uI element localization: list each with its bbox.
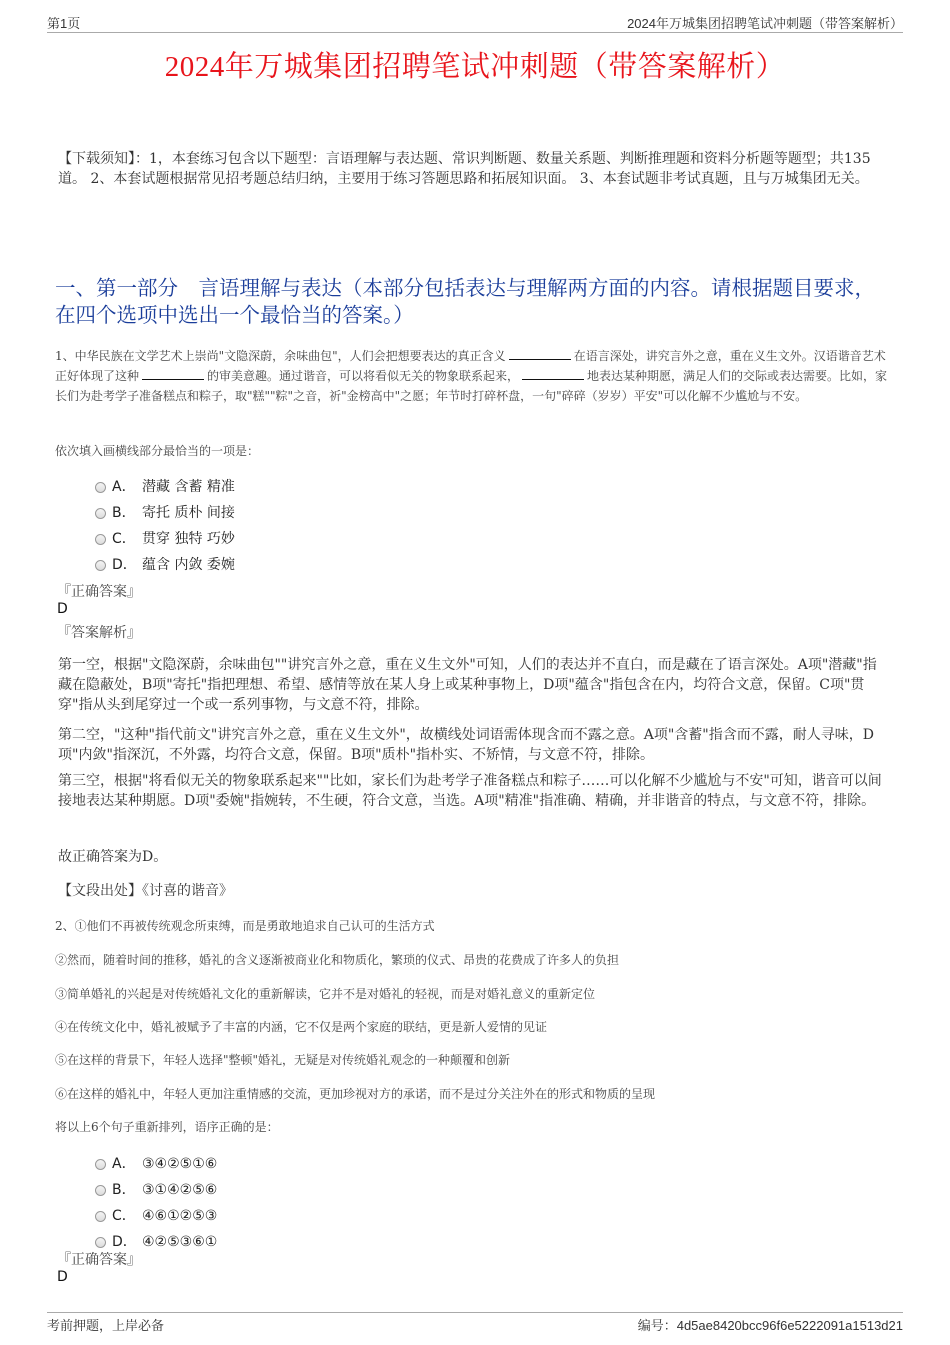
option-c[interactable]: C． 贯穿 独特 巧妙 [95,528,235,548]
page-number: 第1页 [47,16,81,31]
question-1-stem [55,346,895,406]
question-2-sentence-4: ④在传统文化中，婚礼被赋予了丰富的内涵，它不仅是两个家庭的联结，更是新人爱情的见证 [55,1020,548,1034]
serial-number: 4d5ae8420bcc96f6e5222091a1513d21 [676,1318,903,1333]
option-d[interactable]: D． ④②⑤③⑥① [95,1231,217,1251]
question-2-sentence-1: 2、①他们不再被传统观念所束缚，而是勇敢地追求自己认可的生活方式 [55,919,435,933]
option-c[interactable]: C． ④⑥①②⑤③ [95,1205,217,1225]
radio-icon[interactable] [95,1159,106,1170]
footer-serial [638,1315,903,1334]
radio-icon[interactable] [95,560,106,571]
radio-icon[interactable] [95,1211,106,1222]
fill-blank-2 [142,368,204,380]
download-notice: 【下载须知】：1，本套练习包含以下题型：言语理解与表达题、常识判断题、数量关系题、判断推理题和资料分析题等题型；共135道。 2、本套试题根据常见招考题总结归纳，主要用于练习答题思路和拓展知识面。 3、本套试题非考试真题，且与万城集团无关。 [58,151,871,187]
option-b[interactable]: B． 寄托 质朴 间接 [95,502,235,522]
correct-answer-label: 『正确答案』 [57,1252,141,1268]
passage-source: 【文段出处】《讨喜的谐音》 [58,883,233,899]
analysis-paragraph-1: 第一空，根据"文隐深蔚，余味曲包""讲究言外之意，重在义生文外"可知，人们的表达并不直白，而是藏在了语言深处。A项"潜藏"指藏在隐蔽处，B项"寄托"指把理想、希望、感情等放在某人身上或某种事物上，D项"蕴含"指包含在内，均符合文意，保留。C项"贯穿"指从头到尾穿过一个或一系列事物，与文意不符，排除。 [58,657,877,713]
question-2-prompt: 将以上6个句子重新排列，语序正确的是： [55,1120,279,1134]
serial-label: 编号： [637,1318,677,1333]
document-title: 2024年万城集团招聘笔试冲刺题（带答案解析） [164,51,786,83]
footer-divider [47,1312,903,1313]
correct-answer-value: D [57,1269,68,1285]
question-2-sentence-3: ③简单婚礼的兴起是对传统婚礼文化的重新解读，它并不是对婚礼的轻视，而是对婚礼意义的重新定位 [55,987,596,1001]
radio-icon[interactable] [95,534,106,545]
footer-slogan: 考前押题，上岸必备 [47,1319,165,1334]
radio-icon[interactable] [95,1185,106,1196]
stem-part: 地表达某种期愿，满足人们的交际或表达需要。比如，家长们为赴考学子准备糕点和粽子，取"糕""粽"之音，祈"金榜高中"之愿；年节时打碎杯盘，一句"碎碎（岁岁）平安"可以化解不少尴尬与不安。 [55,369,888,403]
radio-icon[interactable] [95,1237,106,1248]
option-b[interactable]: B． ③①④②⑤⑥ [95,1179,217,1199]
question-1-prompt: 依次填入画横线部分最恰当的一项是： [55,444,260,458]
fill-blank-1 [509,348,571,360]
option-a[interactable]: A． 潜藏 含蓄 精准 [95,476,235,496]
question-2-sentence-2: ②然而，随着时间的推移，婚礼的含义逐渐被商业化和物质化，繁琐的仪式、昂贵的花费成了许多人的负担 [55,953,620,967]
header-doc-title: 2024年万城集团招聘笔试冲刺题（带答案解析） [627,16,903,31]
question-2-sentence-5: ⑤在这样的背景下，年轻人选择"整顿"婚礼，无疑是对传统婚礼观念的一种颠覆和创新 [55,1053,511,1067]
radio-icon[interactable] [95,508,106,519]
header-divider [47,32,903,33]
stem-part: 的审美意趣。通过谐音，可以将看似无关的物象联系起来， [207,369,520,383]
stem-part: 在语言深处，讲究言外之意，重在义生文外。汉语谐音艺术正好体现了这种 [55,349,886,383]
radio-icon[interactable] [95,482,106,493]
analysis-conclusion: 故正确答案为D。 [58,849,168,865]
question-2-sentence-6: ⑥在这样的婚礼中，年轻人更加注重情感的交流，更加珍视对方的承诺，而不是过分关注外在的形式和物质的呈现 [55,1087,656,1101]
option-a[interactable]: A． ③④②⑤①⑥ [95,1153,217,1173]
analysis-paragraph-2: 第二空，"这种"指代前文"讲究言外之意，重在义生文外"，故横线处词语需体现含而不露之意。A项"含蓄"指含而不露，耐人寻味，D项"内敛"指深沉，不外露，均符合文意，保留。B项"质朴"指朴实、不矫情，与文意不符，排除。 [58,727,874,763]
analysis-paragraph-3: 第三空，根据"将看似无关的物象联系起来""比如，家长们为赴考学子准备糕点和粽子……可以化解不少尴尬与不安"可知，谐音可以间接地表达某种期愿。D项"委婉"指婉转，不生硬，符合文意，当选。A项"精准"指准确、精确，并非谐音的特点，与文意不符，排除。 [58,773,882,809]
stem-part: 1、中华民族在文学艺术上崇尚"文隐深蔚，余味曲包"，人们会把想要表达的真正含义 [55,349,506,363]
correct-answer-label: 『正确答案』 [57,584,141,600]
analysis-label: 『答案解析』 [57,625,141,641]
fill-blank-3 [522,368,584,380]
section-title: 一、第一部分 言语理解与表达（本部分包括表达与理解两方面的内容。请根据题目要求，在四个选项中选出一个最恰当的答案。） [55,278,875,327]
option-d[interactable]: D． 蕴含 内敛 委婉 [95,554,235,574]
correct-answer-value: D [57,601,68,617]
